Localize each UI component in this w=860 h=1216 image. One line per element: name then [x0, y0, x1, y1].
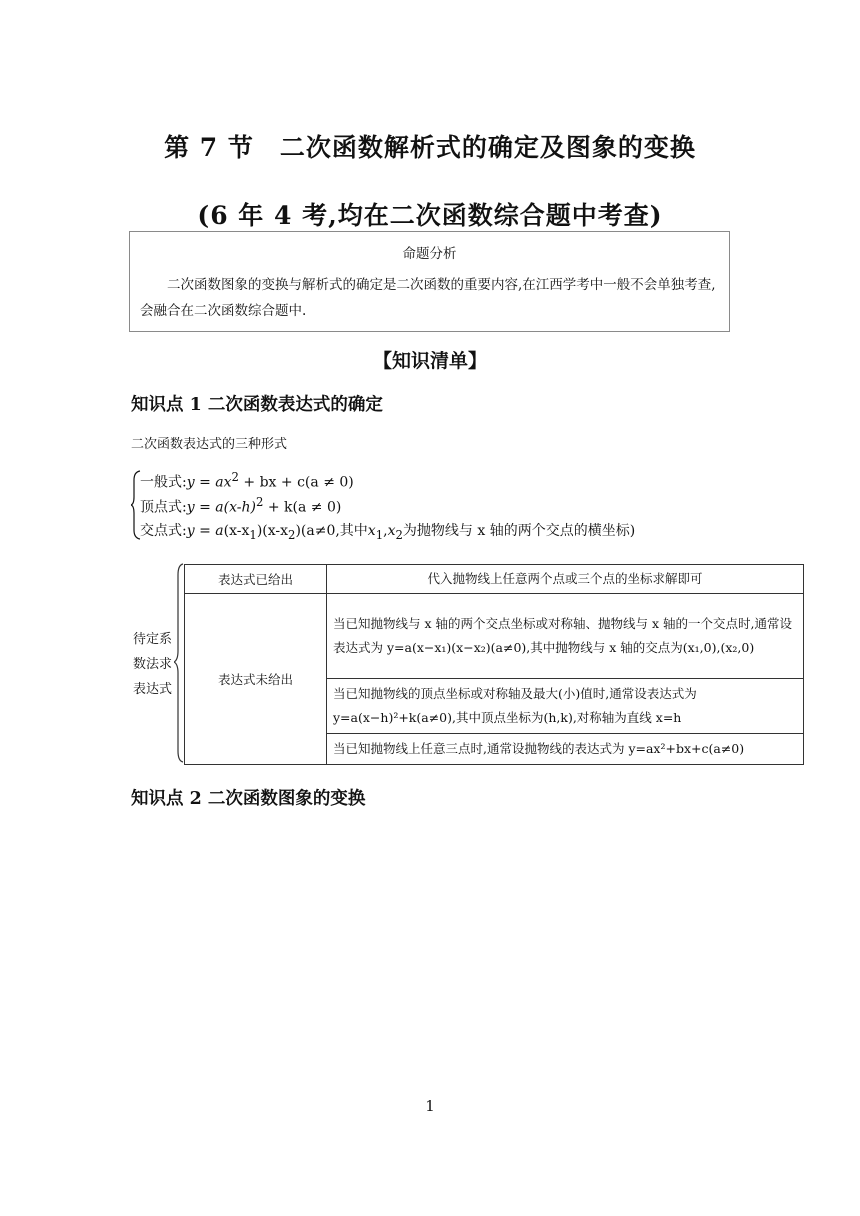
general-form-exponent: 2: [231, 470, 239, 484]
table-row: [185, 565, 804, 594]
intercept-form-x1: x: [367, 523, 376, 539]
table-cell: 表达式已给出: [185, 565, 327, 594]
section-heading: 【知识清单】: [372, 350, 487, 372]
table-row: [185, 594, 804, 679]
general-form-rest: + bx + c(a ≠ 0): [238, 474, 354, 491]
analysis-box: [129, 231, 730, 332]
side-label-line: 表达式: [133, 682, 173, 697]
intercept-form: [140, 520, 635, 542]
intercept-form-part1: (x-x: [223, 523, 250, 539]
vertex-form-label: 顶点式:: [140, 499, 187, 516]
intercept-form-eq: =: [194, 523, 216, 539]
general-form-y: y: [186, 474, 195, 491]
method-side-label: [133, 627, 172, 702]
intercept-form-sub4: 2: [395, 527, 403, 542]
table-cell: 当已知抛物线与 x 轴的两个交点坐标或对称轴、抛物线与 x 轴的一个交点时,通常设表达式为 y=a(x−x₁)(x−x₂)(a≠0),其中抛物线与 x 轴的交点为(x₁,0),(x₂,0): [327, 594, 804, 679]
intercept-form-tail: 为抛物线与 x 轴的两个交点的横坐标): [402, 523, 636, 539]
vertex-form-exponent: 2: [255, 495, 264, 509]
intercept-form-y: y: [186, 523, 195, 539]
general-form-eq: =: [194, 474, 216, 491]
general-form: [140, 470, 354, 492]
knowledge-point-1-heading: 知识点 1 二次函数表达式的确定: [131, 395, 383, 415]
general-form-label: 一般式:: [140, 474, 187, 491]
vertex-form-y: y: [186, 499, 195, 516]
analysis-heading: 命题分析: [402, 246, 457, 262]
side-label-line: 数法求: [133, 657, 173, 672]
intercept-form-label: 交点式:: [140, 523, 187, 539]
table-cell: 当已知抛物线上任意三点时,通常设抛物线的表达式为 y=ax²+bx+c(a≠0): [327, 734, 804, 765]
vertex-form-rest: + k(a ≠ 0): [263, 499, 342, 516]
intercept-form-part2: )(x-x: [256, 523, 289, 539]
general-form-a: a: [215, 474, 224, 491]
table-cell: 当已知抛物线的顶点坐标或对称轴及最大(小)值时,通常设表达式为 y=a(x−h)²+k(a≠0),其中顶点坐标为(h,k),对称轴为直线 x=h: [327, 679, 804, 734]
intercept-form-sub1: 1: [249, 527, 257, 542]
side-label-line: 待定系: [133, 632, 173, 647]
page-title: 第 7 节 二次函数解析式的确定及图象的变换: [164, 133, 696, 162]
intercept-form-a: a: [215, 523, 224, 539]
left-brace-icon: [174, 563, 184, 763]
vertex-form: [140, 495, 341, 517]
table-cell: 表达式未给出: [185, 594, 327, 765]
intercept-form-x2: x: [387, 523, 396, 539]
vertex-form-paren: (x-h): [223, 499, 256, 516]
intercept-form-sub3: 1: [375, 527, 384, 542]
method-table: [184, 564, 804, 765]
vertex-form-a: a: [215, 499, 224, 516]
intercept-form-part3: )(a≠0,其中: [295, 523, 368, 539]
page-subtitle: (6 年 4 考,均在二次函数综合题中考查): [197, 201, 663, 230]
page-number: 1: [425, 1097, 435, 1115]
general-form-x: x: [223, 474, 232, 491]
vertex-form-eq: =: [194, 499, 216, 516]
method-table-area: [131, 563, 804, 763]
analysis-text: 二次函数图象的变换与解析式的确定是二次函数的重要内容,在江西学考中一般不会单独考查,会融合在二次函数综合题中.: [140, 277, 716, 319]
table-cell: 代入抛物线上任意两个点或三个点的坐标求解即可: [327, 565, 804, 594]
intercept-form-comma: ,: [383, 523, 388, 539]
intercept-form-sub2: 2: [288, 527, 296, 542]
forms-note: 二次函数表达式的三种形式: [131, 437, 288, 452]
knowledge-point-2-heading: 知识点 2 二次函数图象的变换: [131, 789, 366, 809]
